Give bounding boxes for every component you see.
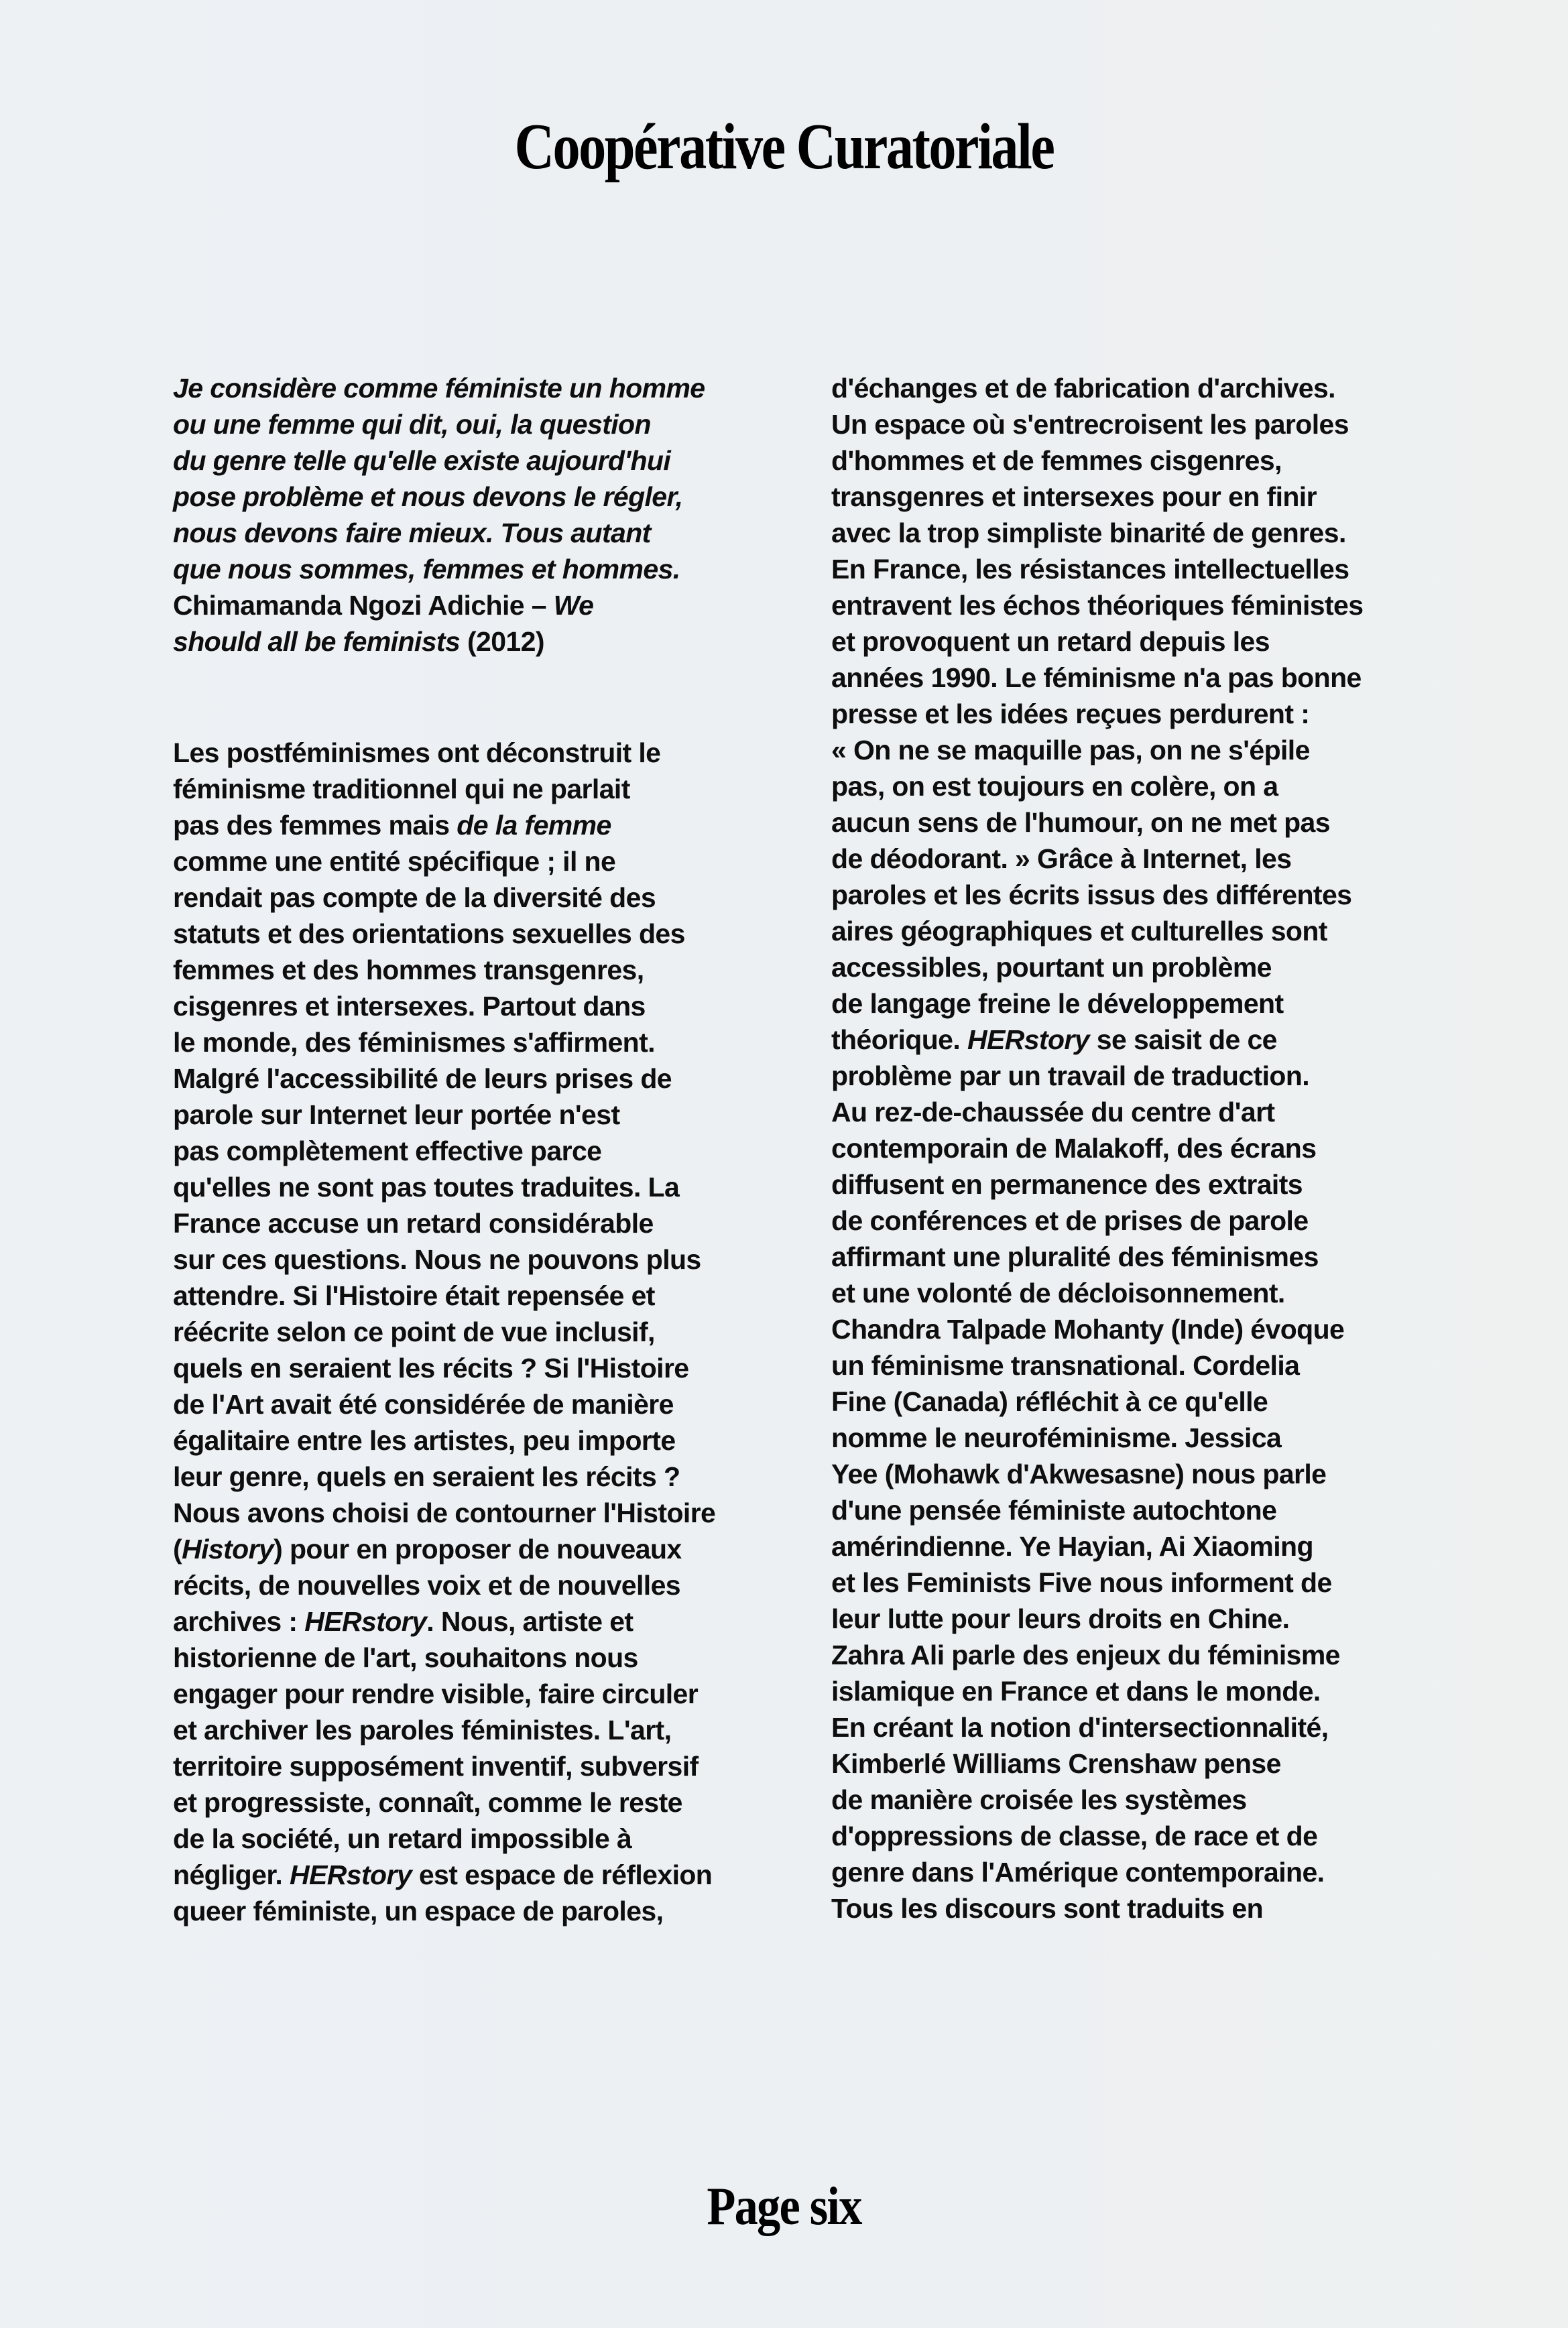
text-line: Yee (Mohawk d'Akwesasne) nous parle [831,1459,1327,1489]
text-line: aires géographiques et culturelles sont [831,916,1327,946]
text-line: de conférences et de prises de parole [831,1205,1309,1236]
text-line: pas des femmes mais de la femme [173,810,611,841]
text-line: amérindienne. Ye Hayian, Ai Xiaoming [831,1531,1313,1562]
quote-block [173,370,763,660]
text-line: parole sur Internet leur portée n'est [173,1099,620,1130]
text-line: pas complètement effective parce [173,1136,602,1166]
text-line: Chimamanda Ngozi Adichie – We [173,590,594,621]
text-line: d'une pensée féministe autochtone [831,1495,1277,1526]
text-line: Fine (Canada) réfléchit à ce qu'elle [831,1386,1268,1417]
text-line: de l'Art avait été considérée de manière [173,1389,674,1420]
text-line: accessibles, pourtant un problème [831,952,1272,983]
text-line: transgenres et intersexes pour en finir [831,481,1317,512]
text-line: égalitaire entre les artistes, peu importe [173,1425,676,1456]
text-line: de la société, un retard impossible à [173,1823,632,1854]
right-column [831,370,1421,1926]
text-line: historienne de l'art, souhaitons nous [173,1642,638,1673]
page-number: Page six [707,2177,861,2236]
text-line: entravent les échos théoriques féministes [831,590,1364,621]
text-line: Au rez-de-chaussée du centre d'art [831,1097,1275,1127]
text-line: avec la trop simpliste binarité de genres. [831,517,1346,548]
text-line: et archiver les paroles féministes. L'art, [173,1715,672,1745]
text-line: réécrite selon ce point de vue inclusif, [173,1316,655,1347]
text-line: négliger. HERstory est espace de réflexion [173,1859,713,1890]
text-line: islamique en France et dans le monde. [831,1676,1321,1707]
text-line: et progressiste, connaît, comme le reste [173,1787,682,1818]
text-line: récits, de nouvelles voix et de nouvelles [173,1570,680,1601]
text-line: d'échanges et de fabrication d'archives. [831,373,1335,404]
text-line: nomme le neuroféminisme. Jessica [831,1422,1282,1453]
text-line: genre dans l'Amérique contemporaine. [831,1857,1325,1888]
text-line: années 1990. Le féminisme n'a pas bonne [831,662,1362,693]
text-line: pose problème et nous devons le régler, [173,481,683,512]
text-line: et une volonté de décloisonnement. [831,1278,1285,1308]
left-column [173,370,763,1929]
text-line: comme une entité spécifique ; il ne [173,846,616,877]
text-line: et les Feminists Five nous informent de [831,1567,1332,1598]
text-line: de déodorant. » Grâce à Internet, les [831,843,1292,874]
text-line: Malgré l'accessibilité de leurs prises de [173,1063,672,1094]
text-line: paroles et les écrits issus des différentes [831,879,1352,910]
text-line: cisgenres et intersexes. Partout dans [173,991,646,1022]
text-line: Zahra Ali parle des enjeux du féminisme [831,1640,1340,1670]
text-line: engager pour rendre visible, faire circuler [173,1678,699,1709]
text-line: qu'elles ne sont pas toutes traduites. La [173,1172,680,1203]
text-line: Je considère comme féministe un homme [173,373,705,404]
left-body-text-block [173,735,763,1929]
text-line: Nous avons choisi de contourner l'Histoire [173,1497,716,1528]
text-line: Les postféminismes ont déconstruit le [173,737,661,768]
text-line: presse et les idées reçues perdurent : [831,698,1310,729]
text-line: le monde, des féminismes s'affirment. [173,1027,655,1058]
text-line: un féminisme transnational. Cordelia [831,1350,1300,1381]
text-line: théorique. HERstory se saisit de ce [831,1024,1277,1055]
text-line: leur lutte pour leurs droits en Chine. [831,1603,1290,1634]
text-line: du genre telle qu'elle existe aujourd'hui [173,445,671,476]
text-line: sur ces questions. Nous ne pouvons plus [173,1244,701,1275]
text-line: Kimberlé Williams Crenshaw pense [831,1748,1281,1779]
text-line: En créant la notion d'intersectionnalité, [831,1712,1329,1743]
text-line: d'oppressions de classe, de race et de [831,1821,1318,1851]
right-body-text-block [831,370,1421,1926]
text-line: archives : HERstory. Nous, artiste et [173,1606,634,1637]
text-line: de manière croisée les systèmes [831,1784,1247,1815]
text-line: que nous sommes, femmes et hommes. [173,554,680,585]
text-line: d'hommes et de femmes cisgenres, [831,445,1282,476]
text-line: statuts et des orientations sexuelles des [173,918,685,949]
text-line: (History) pour en proposer de nouveaux [173,1534,682,1565]
text-line: Tous les discours sont traduits en [831,1893,1264,1924]
text-line: ou une femme qui dit, oui, la question [173,409,651,440]
text-line: Chandra Talpade Mohanty (Inde) évoque [831,1314,1345,1345]
text-line: affirmant une pluralité des féminismes [831,1241,1319,1272]
text-line: En France, les résistances intellectuelles [831,554,1349,585]
text-line: attendre. Si l'Histoire était repensée et [173,1280,655,1311]
text-line: queer féministe, un espace de paroles, [173,1896,664,1926]
text-line: problème par un travail de traduction. [831,1060,1310,1091]
text-line: nous devons faire mieux. Tous autant [173,517,651,548]
text-line: territoire supposément inventif, subversif [173,1751,699,1782]
text-line: « On ne se maquille pas, on ne s'épile [831,735,1310,765]
text-line: diffusent en permanence des extraits [831,1169,1303,1200]
text-line: quels en seraient les récits ? Si l'Histoire [173,1353,689,1384]
text-line: Un espace où s'entrecroisent les paroles [831,409,1349,440]
text-line: leur genre, quels en seraient les récits ? [173,1461,680,1492]
text-line: rendait pas compte de la diversité des [173,882,656,913]
text-line: femmes et des hommes transgenres, [173,955,644,985]
text-line: should all be feminists (2012) [173,626,544,657]
page-title: Coopérative Curatoriale [514,110,1054,183]
text-line: France accuse un retard considérable [173,1208,654,1239]
text-line: aucun sens de l'humour, on ne met pas [831,807,1330,838]
text-line: et provoquent un retard depuis les [831,626,1270,657]
text-line: pas, on est toujours en colère, on a [831,771,1278,802]
text-line: féminisme traditionnel qui ne parlait [173,774,630,804]
text-line: contemporain de Malakoff, des écrans [831,1133,1317,1164]
text-line: de langage freine le développement [831,988,1284,1019]
